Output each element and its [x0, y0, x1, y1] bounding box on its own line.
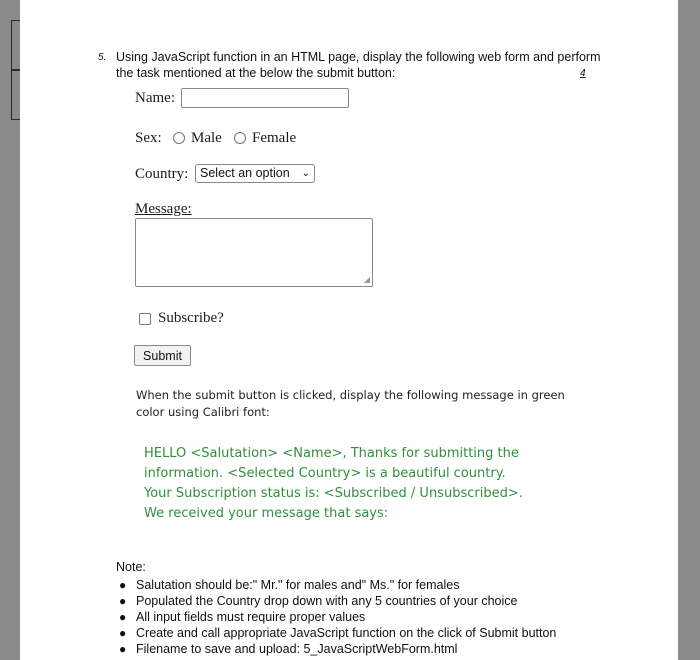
bullet-icon: ● [119, 578, 127, 592]
male-label: Male [191, 130, 222, 146]
question-marks: 4 [580, 68, 586, 79]
country-select-value: Select an option [200, 166, 290, 180]
female-label: Female [252, 130, 297, 146]
note-item: ● Salutation should be:" Mr." for males and" Ms." for females [119, 578, 460, 592]
right-margin [678, 0, 700, 660]
sex-label: Sex: [135, 130, 162, 146]
subscribe-checkbox[interactable] [139, 313, 151, 325]
note-item: ● Filename to save and upload: 5_JavaScriptWebForm.html [119, 642, 458, 656]
question-number: 5. [98, 52, 107, 63]
green-message-line-3: Your Subscription status is: <Subscribed / Unsubscribed>. [144, 486, 523, 501]
bullet-icon: ● [119, 610, 127, 624]
chevron-down-icon: ⌄ [301, 168, 310, 179]
question-text-line-1: Using JavaScript function in an HTML page, display the following web form and perform [116, 50, 601, 64]
bullet-icon: ● [119, 594, 127, 608]
name-input[interactable] [181, 88, 349, 108]
instruction-line-1: When the submit button is clicked, display the following message in green [136, 388, 565, 402]
country-select[interactable] [195, 164, 315, 183]
note-list [116, 577, 556, 657]
message-textarea[interactable] [135, 218, 373, 287]
instruction-line-2: color using Calibri font: [136, 405, 270, 419]
subscribe-label: Subscribe? [158, 310, 224, 326]
bullet-icon: ● [119, 642, 127, 656]
question-text-line-2: the task mentioned at the below the submit button: [116, 66, 396, 80]
bullet-icon: ● [119, 626, 127, 640]
country-label: Country: [135, 166, 189, 182]
green-message-line-4: We received your message that says: [144, 506, 389, 521]
note-item: ● Create and call appropriate JavaScript function on the click of Submit button [119, 626, 557, 640]
note-item: ● All input fields must require proper values [119, 610, 366, 624]
submit-button[interactable]: Submit [134, 345, 191, 366]
note-title: Note: [116, 560, 146, 574]
male-radio[interactable] [173, 132, 185, 144]
name-label: Name: [135, 90, 175, 106]
message-label: Message: [135, 201, 192, 217]
green-message-line-2: information. <Selected Country> is a beautiful country. [144, 466, 506, 481]
resize-grip-icon[interactable]: ◢ [363, 275, 370, 284]
green-message-line-1: HELLO <Salutation> <Name>, Thanks for submitting the [144, 446, 519, 461]
left-margin [0, 0, 20, 660]
note-item: ● Populated the Country drop down with any 5 countries of your choice [119, 594, 518, 608]
female-radio[interactable] [234, 132, 246, 144]
